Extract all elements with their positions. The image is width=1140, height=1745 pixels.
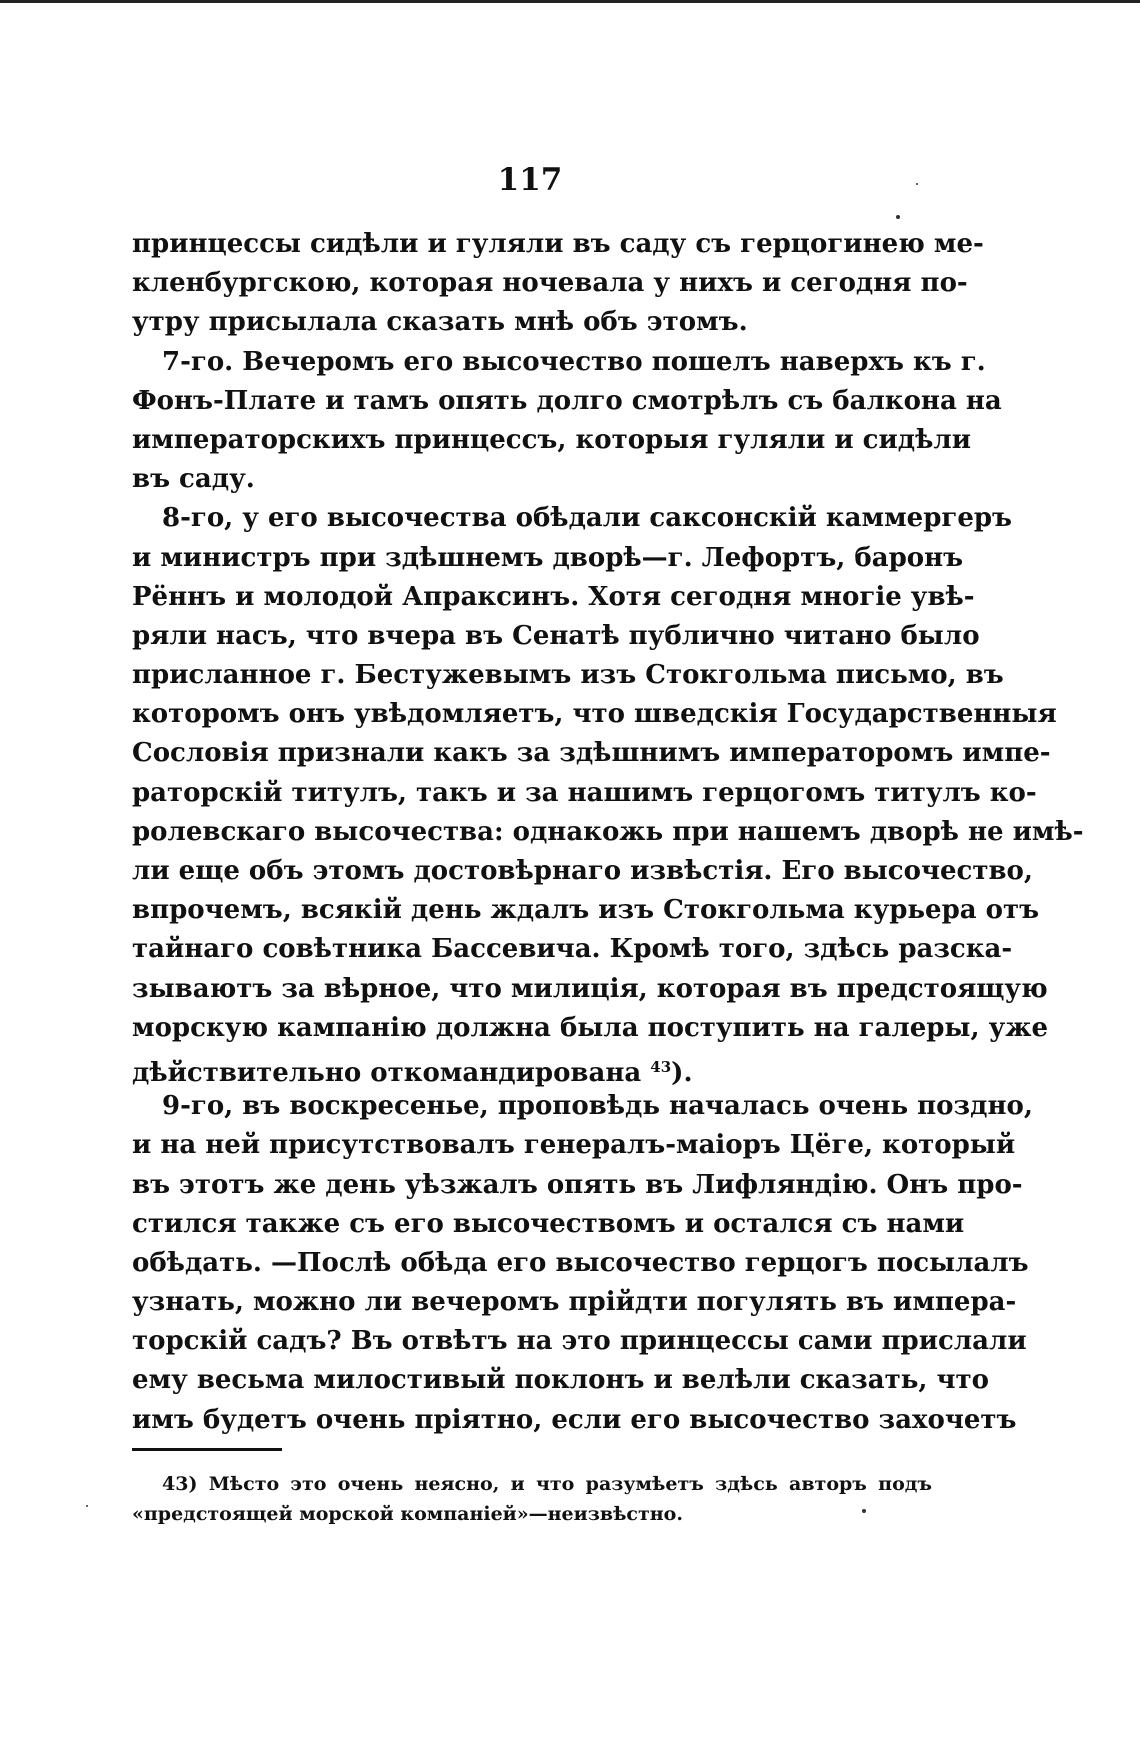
text-line: кленбургскою, которая ночевала у нихъ и сегодня по- <box>132 268 968 299</box>
footnote-line: 43) Мѣсто это очень неясно, и что разумѣетъ здѣсь авторъ подъ <box>162 1473 932 1495</box>
scan-speck <box>86 1505 88 1507</box>
top-edge-rule <box>0 0 1140 3</box>
text-line: зываютъ за вѣрное, что милиція, которая въ предстоящую <box>132 973 1048 1004</box>
text-line: утру присылала сказать мнѣ объ этомъ. <box>132 307 748 338</box>
footnote-reference: 43 <box>650 1057 672 1076</box>
text-line: принцессы сидѣли и гуляли въ саду съ герцогинею ме- <box>132 229 984 259</box>
text-line: и министръ при здѣшнемъ дворѣ—г. Лефортъ, баронъ <box>132 542 964 573</box>
text-line: ролевскаго высочества: однакожь при нашемъ дворѣ не имѣ- <box>132 816 1084 847</box>
text-line: имъ будетъ очень пріятно, если его высочество захочетъ <box>132 1404 1017 1435</box>
text-line: ему весьма милостивый поклонъ и велѣли сказать, что <box>132 1365 989 1396</box>
text-line: стился также съ его высочествомъ и остался съ нами <box>132 1208 965 1239</box>
text-line: впрочемъ, всякій день ждалъ изъ Стокгольма курьера отъ <box>132 895 1040 926</box>
text-line: ли еще объ этомъ достовѣрнаго извѣстія. Его высочество, <box>132 856 1033 886</box>
text-line: присланное г. Бестужевымъ изъ Стокгольма письмо, въ <box>132 660 1004 691</box>
text-line: обѣдать. —Послѣ обѣда его высочество герцогъ посылалъ <box>132 1247 1029 1278</box>
text-line-with-footnote-ref <box>132 1048 932 1087</box>
scan-speck <box>916 183 918 185</box>
text-line: Сословія признали какъ за здѣшнимъ императоромъ импе- <box>132 738 1051 769</box>
text-line: Фонъ-Плате и тамъ опять долго смотрѣлъ съ балкона на <box>132 385 1002 416</box>
text-line: 7-го. Вечеромъ его высочество пошелъ наверхъ къ г. <box>162 346 986 377</box>
text-line: раторскій титулъ, такъ и за нашимъ герцогомъ титулъ ко- <box>132 777 1037 808</box>
text-line: ряли насъ, что вчера въ Сенатѣ публично читано было <box>132 620 980 651</box>
text-line: 9-го, въ воскресенье, проповѣдь началась очень поздно, <box>162 1091 1033 1122</box>
page-number: 117 <box>497 162 563 198</box>
footnote-line: «предстоящей морской компаніей»—неизвѣстно. <box>132 1503 683 1525</box>
text-line: и на ней присутствовалъ генералъ-маіоръ Цёге, который <box>132 1130 1016 1161</box>
text-line: узнать, можно ли вечеромъ прійдти погулять въ импера- <box>132 1287 1017 1318</box>
body-text <box>132 225 1084 1440</box>
text-line: торскій садъ? Въ отвѣтъ на это принцессы сами прислали <box>132 1326 1027 1357</box>
text-line-content: дѣйствительно откомандирована <box>132 1057 642 1088</box>
text-line: въ этотъ же день уѣзжалъ опять въ Лифляндію. Онъ про- <box>132 1169 1023 1200</box>
text-line: морскую кампанію должна была поступить на галеры, уже <box>132 1012 1049 1043</box>
scan-speck <box>896 215 900 219</box>
text-line: тайнаго совѣтника Бассевича. Кромѣ того, здѣсь разска- <box>132 934 1013 965</box>
text-line: которомъ онъ увѣдомляетъ, что шведскія Государственныя <box>132 699 1057 730</box>
text-line: въ саду. <box>132 464 255 495</box>
text-line: императорскихъ принцессъ, которыя гуляли и сидѣли <box>132 424 972 455</box>
scan-speck <box>862 1509 866 1513</box>
footnote-separator <box>132 1448 282 1451</box>
footnote-reference-closing: ). <box>671 1057 693 1088</box>
text-line: Рённъ и молодой Апраксинъ. Хотя сегодня многіе увѣ- <box>132 581 975 612</box>
text-line: 8-го, у его высочества обѣдали саксонскій каммергеръ <box>162 503 1013 534</box>
footnote <box>132 1469 932 1529</box>
